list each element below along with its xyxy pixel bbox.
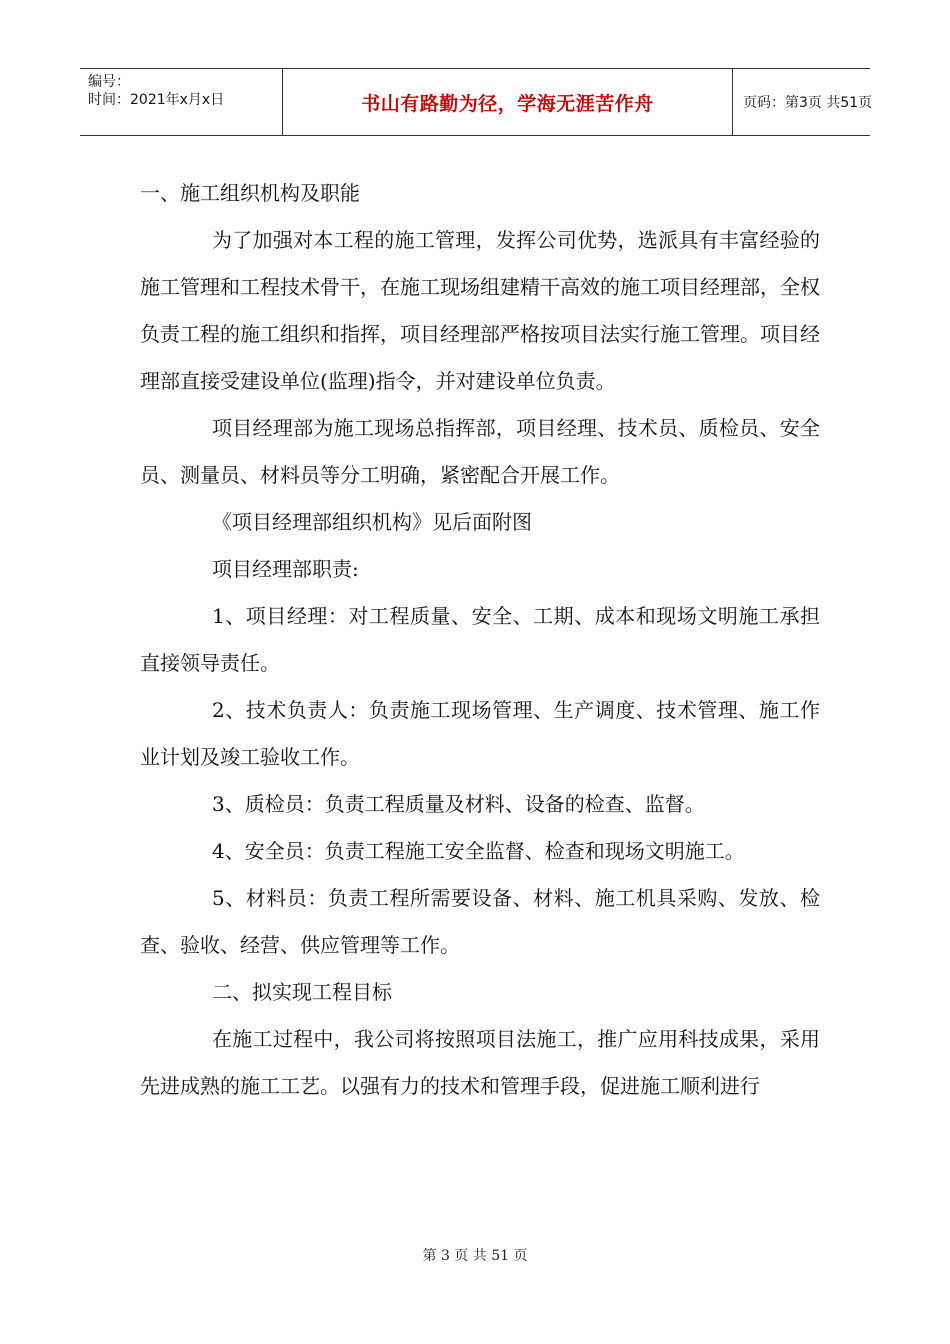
paragraph: 项目经理部为施工现场总指挥部，项目经理、技术员、质检员、安全员、测量员、材料员等分工明确，紧密配合开展工作。 <box>140 416 820 487</box>
document-number-label: 编号： <box>88 74 130 90</box>
paragraph: 项目经理部职责: <box>212 557 359 581</box>
paragraph: 《项目经理部组织机构》见后面附图 <box>212 510 532 534</box>
list-item: 3、质检员：负责工程质量及材料、设备的检查、监督。 <box>212 792 705 816</box>
section-heading-1: 一、施工组织机构及职能 <box>140 181 360 205</box>
paragraph: 为了加强对本工程的施工管理，发挥公司优势，选派具有丰富经验的施工管理和工程技术骨干，在施工现场组建精干高效的施工项目经理部，全权负责工程的施工组织和指挥，项目经理部严格按项目法实行施工管理。项目经理部直接受建设单位(监理)指令，并对建设单位负责。 <box>140 228 820 393</box>
list-item: 1、项目经理：对工程质量、安全、工期、成本和现场文明施工承担直接领导责任。 <box>140 604 820 675</box>
section-heading-2: 二、拟实现工程目标 <box>212 980 392 1004</box>
list-item: 4、安全员：负责工程施工安全监督、检查和现场文明施工。 <box>212 839 745 863</box>
header-meta <box>80 69 283 135</box>
list-item: 2、技术负责人：负责施工现场管理、生产调度、技术管理、施工作业计划及竣工验收工作。 <box>140 698 820 769</box>
document-body <box>140 170 820 1110</box>
header-page-info: 页码：第3页 共51页 <box>743 95 873 111</box>
header-motto: 书山有路勤为径，学海无涯苦作舟 <box>283 69 733 135</box>
page-footer: 第 3 页 共 51 页 <box>422 1248 528 1264</box>
page-header <box>80 68 873 136</box>
paragraph: 在施工过程中，我公司将按照项目法施工，推广应用科技成果，采用先进成熟的施工工艺。以强有力的技术和管理手段，促进施工顺利进行 <box>140 1027 820 1098</box>
document-time-label: 时间：2021年x月x日 <box>88 92 225 108</box>
list-item: 5、材料员：负责工程所需要设备、材料、施工机具采购、发放、检查、验收、经营、供应管理等工作。 <box>140 886 820 957</box>
